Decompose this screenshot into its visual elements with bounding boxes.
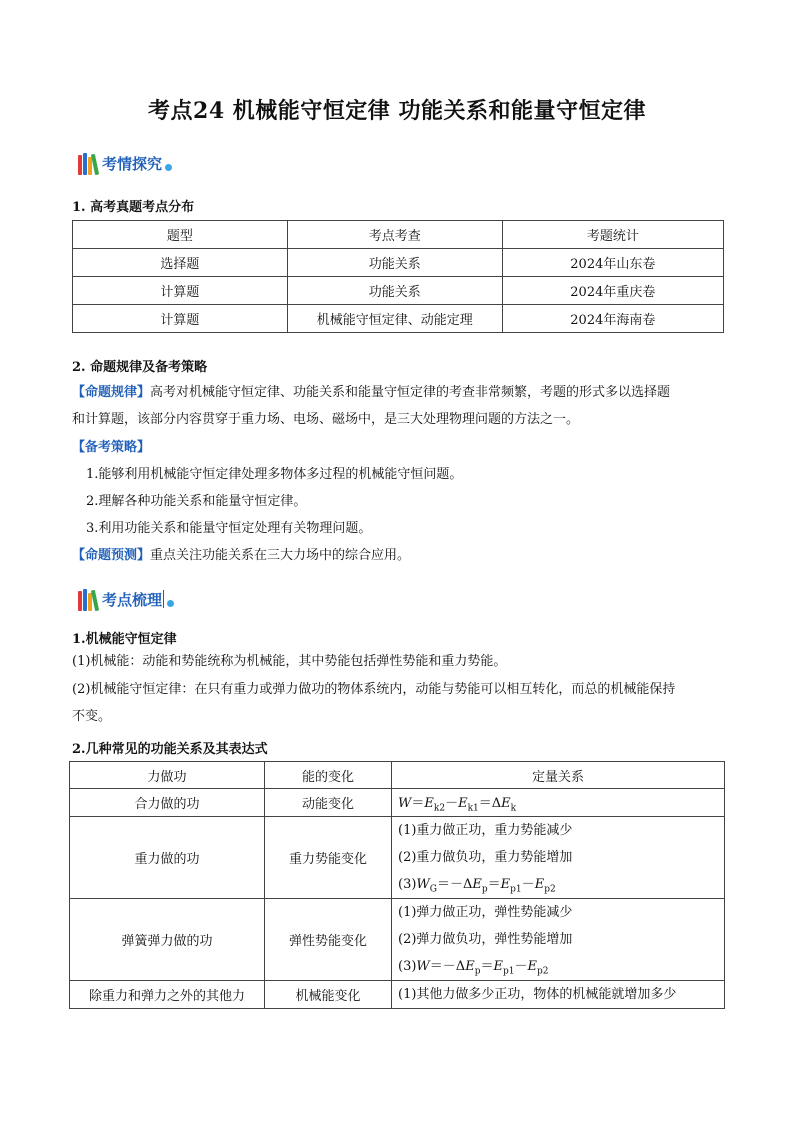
table-cell: 除重力和弹力之外的其他力 xyxy=(70,981,265,1009)
table-row xyxy=(70,817,725,899)
strategy-item: 2.理解各种功能关系和能量守恒定律。 xyxy=(86,494,307,509)
table-cell: 机械能变化 xyxy=(265,981,392,1009)
books-icon xyxy=(78,587,98,611)
table-row xyxy=(70,981,725,1009)
exam-distribution-table xyxy=(72,220,724,333)
relation-line: (1)弹力做正功，弹性势能减少 xyxy=(398,905,573,920)
section-header-key-points xyxy=(78,584,174,614)
column-header: 力做功 xyxy=(70,762,265,789)
table-row xyxy=(70,789,725,817)
column-header: 题型 xyxy=(73,221,288,249)
predict-paragraph xyxy=(72,542,724,569)
point-line: (1)机械能：动能和势能统称为机械能，其中势能包括弹性势能和重力势能。 xyxy=(72,654,507,669)
table-row xyxy=(73,277,724,305)
table-cell: 动能变化 xyxy=(265,789,392,817)
relation-line: (2)重力做负功，重力势能增加 xyxy=(398,850,573,865)
relation-line: (2)弹力做负功，弹性势能增加 xyxy=(398,932,573,947)
column-header: 考题统计 xyxy=(502,221,723,249)
strategy-tag: 【备考策略】 xyxy=(72,440,151,455)
table-cell: 选择题 xyxy=(73,249,288,277)
subsection-title: 1. 高考真题考点分布 xyxy=(72,200,195,215)
dot-icon xyxy=(165,164,172,171)
predict-tag: 【命题预测】 xyxy=(72,548,151,563)
strategy-item: 1.能够利用机械能守恒定律处理多物体多过程的机械能守恒问题。 xyxy=(86,467,463,482)
table-cell: 弹簧弹力做的功 xyxy=(70,899,265,981)
point-line: 不变。 xyxy=(72,709,112,724)
table-row xyxy=(73,249,724,277)
page-title: 考点24 机械能守恒定律 功能关系和能量守恒定律 xyxy=(148,98,646,124)
formula-line: $(3)W_G=-\Delta E_p=E_{p1}-E_{p2}$ xyxy=(398,877,556,895)
section-label: 考点梳理 xyxy=(102,590,163,609)
formula-cell: $W=E_{k2}-E_{k1}=\Delta E_k$ xyxy=(392,789,725,817)
column-header: 定量关系 xyxy=(392,762,725,789)
dot-icon xyxy=(167,600,174,607)
point-paragraph xyxy=(72,676,724,730)
point-line: (2)机械能守恒定律：在只有重力或弹力做功的物体系统内，动能与势能可以相互转化，而总的机械能保持 xyxy=(72,682,676,697)
books-icon xyxy=(78,151,98,175)
table-cell: 计算题 xyxy=(73,305,288,333)
predict-text: 重点关注功能关系在三大力场中的综合应用。 xyxy=(150,548,411,563)
rule-tag: 【命题规律】 xyxy=(72,385,151,400)
column-header: 考点考查 xyxy=(287,221,502,249)
table-cell: 重力势能变化 xyxy=(265,817,392,899)
table-cell: 计算题 xyxy=(73,277,288,305)
strategy-tag-line xyxy=(72,434,724,461)
table-cell: 合力做的功 xyxy=(70,789,265,817)
section-header-exam-analysis xyxy=(78,148,172,178)
rule-text: 高考对机械能守恒定律、功能关系和能量守恒定律的考查非常频繁，考题的形式多以选择题 xyxy=(150,385,671,400)
table-cell: 2024年海南卷 xyxy=(502,305,723,333)
formula-cell xyxy=(392,899,725,981)
text-cursor xyxy=(163,590,164,608)
subsection-title: 2. 命题规律及备考策略 xyxy=(72,360,208,375)
relation-line: (1)其他力做多少正功，物体的机械能就增加多少 xyxy=(398,987,677,1002)
table-header-row xyxy=(70,762,725,789)
table-cell: 机械能守恒定律、动能定理 xyxy=(287,305,502,333)
table-cell: 2024年重庆卷 xyxy=(502,277,723,305)
column-header: 能的变化 xyxy=(265,762,392,789)
rule-text: 和计算题，该部分内容贯穿于重力场、电场、磁场中，是三大处理物理问题的方法之一。 xyxy=(72,412,580,427)
table-header-row xyxy=(73,221,724,249)
table-cell: 2024年山东卷 xyxy=(502,249,723,277)
section-label: 考情探究 xyxy=(102,154,163,173)
table-cell: 重力做的功 xyxy=(70,817,265,899)
point-title: 2.几种常见的功能关系及其表达式 xyxy=(72,742,268,757)
point-title: 1.机械能守恒定律 xyxy=(72,632,177,647)
table-cell: 功能关系 xyxy=(287,277,502,305)
formula-cell xyxy=(392,817,725,899)
strategy-item: 3.利用功能关系和能量守恒定处理有关物理问题。 xyxy=(86,521,372,536)
work-energy-table xyxy=(69,761,725,1009)
relation-line: (1)重力做正功，重力势能减少 xyxy=(398,823,573,838)
table-cell: 弹性势能变化 xyxy=(265,899,392,981)
table-row xyxy=(70,899,725,981)
rule-paragraph xyxy=(72,379,724,433)
table-cell: 功能关系 xyxy=(287,249,502,277)
formula-line: $(3)W=-\Delta E_p=E_{p1}-E_{p2}$ xyxy=(398,959,549,977)
table-row xyxy=(73,305,724,333)
formula-cell xyxy=(392,981,725,1009)
